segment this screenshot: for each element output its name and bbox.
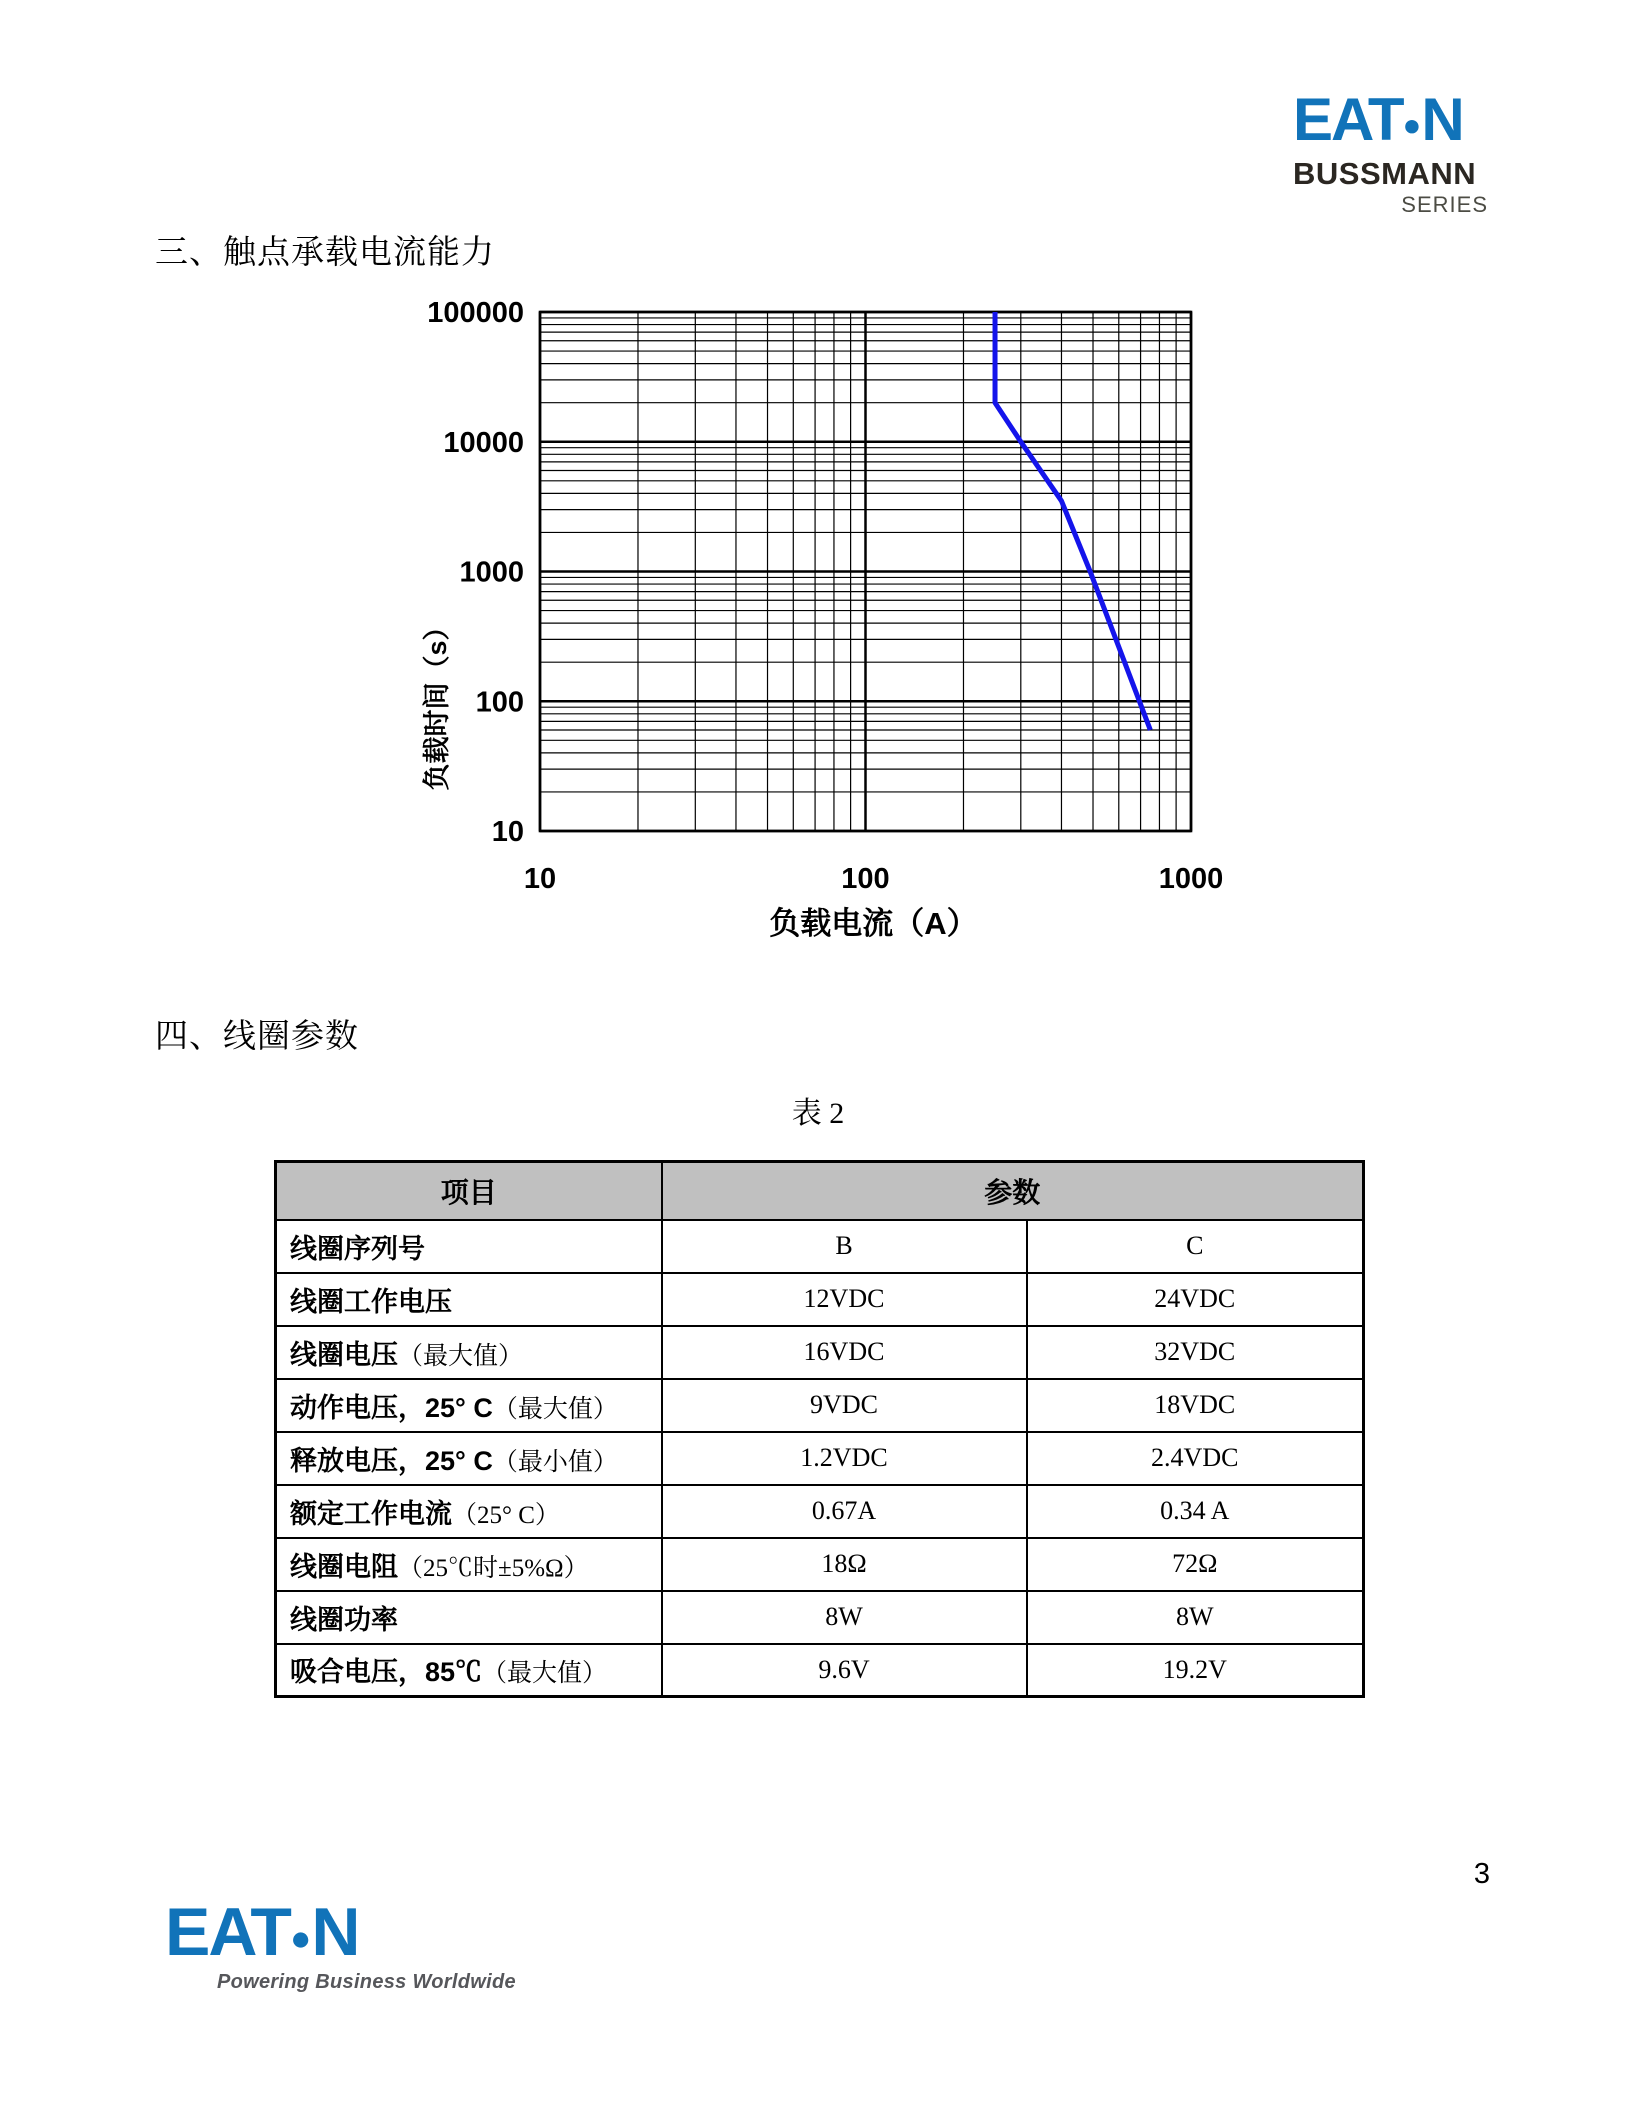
- y-tick-label: 100000: [427, 297, 524, 329]
- table-row: [276, 1379, 1364, 1432]
- eaton-logotype-start: EAT: [165, 1894, 290, 1970]
- y-tick-label: 10: [491, 816, 524, 848]
- table-row: [276, 1432, 1364, 1485]
- row-label-main: 线圈工作电压: [290, 1286, 452, 1317]
- table-caption: 表 2: [791, 1097, 845, 1130]
- value-c: 32VDC: [1027, 1326, 1364, 1379]
- coil-parameters-table: [274, 1160, 1365, 1698]
- row-label-note: （最大值）: [398, 1342, 524, 1370]
- eaton-footer-logo: [165, 1894, 516, 1994]
- row-label: [276, 1273, 662, 1326]
- x-tick-label: 10: [523, 863, 557, 895]
- table-row: [276, 1273, 1364, 1326]
- data-curve: [995, 312, 1150, 730]
- value-c: 2.4VDC: [1027, 1432, 1364, 1485]
- row-label-main: 线圈序列号: [290, 1233, 425, 1264]
- row-label-main: 线圈电阻: [290, 1551, 398, 1582]
- value-b: B: [662, 1220, 1027, 1273]
- value-b: 1.2VDC: [662, 1432, 1027, 1485]
- row-label-main: 线圈功率: [290, 1604, 398, 1635]
- row-label-main: 线圈电压: [290, 1339, 398, 1370]
- y-axis-title: 负载时间（s）: [422, 613, 452, 791]
- table-header-row: [276, 1162, 1364, 1220]
- table-row: [276, 1485, 1364, 1538]
- value-b: 18Ω: [662, 1538, 1027, 1591]
- x-axis-title: 负载电流（A）: [769, 906, 978, 941]
- load-time-current-chart: [0, 0, 1632, 990]
- value-b: 0.67A: [662, 1485, 1027, 1538]
- row-label-main: 释放电压，25° C: [290, 1445, 493, 1476]
- row-label: [276, 1485, 662, 1538]
- value-c: C: [1027, 1220, 1364, 1273]
- y-tick-label: 10000: [443, 426, 524, 459]
- x-tick-label: 1000: [1158, 863, 1224, 895]
- eaton-logotype-end: N: [311, 1894, 359, 1970]
- y-tick-label: 1000: [459, 556, 524, 589]
- series-wordmark: SERIES: [1401, 192, 1488, 217]
- value-c: 19.2V: [1027, 1644, 1364, 1697]
- header-item: 项目: [276, 1162, 662, 1220]
- row-label-note: （最大值）: [482, 1660, 608, 1688]
- header-parameter: 参数: [662, 1162, 1364, 1220]
- table-row: [276, 1326, 1364, 1379]
- x-tick-label: 100: [841, 863, 890, 895]
- value-b: 9.6V: [662, 1644, 1027, 1697]
- row-label-main: 动作电压，25° C: [290, 1392, 493, 1423]
- value-b: 12VDC: [662, 1273, 1027, 1326]
- eaton-logo-dot-icon: ●: [1402, 107, 1422, 143]
- eaton-logotype-end: N: [1421, 86, 1463, 153]
- row-label: [276, 1644, 662, 1697]
- eaton-tagline: Powering Business Worldwide: [217, 1971, 516, 1993]
- section3-heading: 三、触点承载电流能力: [155, 235, 495, 271]
- value-b: 16VDC: [662, 1326, 1027, 1379]
- row-label: [276, 1538, 662, 1591]
- row-label: [276, 1220, 662, 1273]
- bussmann-wordmark: BUSSMANN: [1293, 156, 1477, 191]
- table-row: [276, 1538, 1364, 1591]
- row-label-main: 额定工作电流: [290, 1498, 452, 1529]
- row-label-note: （最大值）: [492, 1395, 618, 1423]
- row-label-note: （25° C）: [452, 1501, 560, 1529]
- row-label-main: 吸合电压，85℃: [290, 1657, 483, 1688]
- value-c: 72Ω: [1027, 1538, 1364, 1591]
- value-c: 18VDC: [1027, 1379, 1364, 1432]
- table-row: [276, 1591, 1364, 1644]
- table-row: [276, 1220, 1364, 1273]
- eaton-logotype: [165, 1894, 516, 1970]
- row-label: [276, 1591, 662, 1644]
- value-b: 9VDC: [662, 1379, 1027, 1432]
- row-label-note: （25℃时±5%Ω）: [398, 1554, 589, 1582]
- row-label: [276, 1432, 662, 1485]
- eaton-logo-dot-icon: ●: [289, 1919, 312, 1959]
- value-c: 24VDC: [1027, 1273, 1364, 1326]
- value-c: 0.34 A: [1027, 1485, 1364, 1538]
- y-tick-label: 100: [475, 686, 524, 719]
- value-c: 8W: [1027, 1591, 1364, 1644]
- value-b: 8W: [662, 1591, 1027, 1644]
- section4-heading: 四、线圈参数: [155, 1019, 359, 1055]
- eaton-logotype-start: EAT: [1293, 86, 1403, 153]
- row-label: [276, 1326, 662, 1379]
- page-number: 3: [1473, 1858, 1491, 1890]
- table-row: [276, 1644, 1364, 1697]
- row-label: [276, 1379, 662, 1432]
- row-label-note: （最小值）: [492, 1448, 618, 1476]
